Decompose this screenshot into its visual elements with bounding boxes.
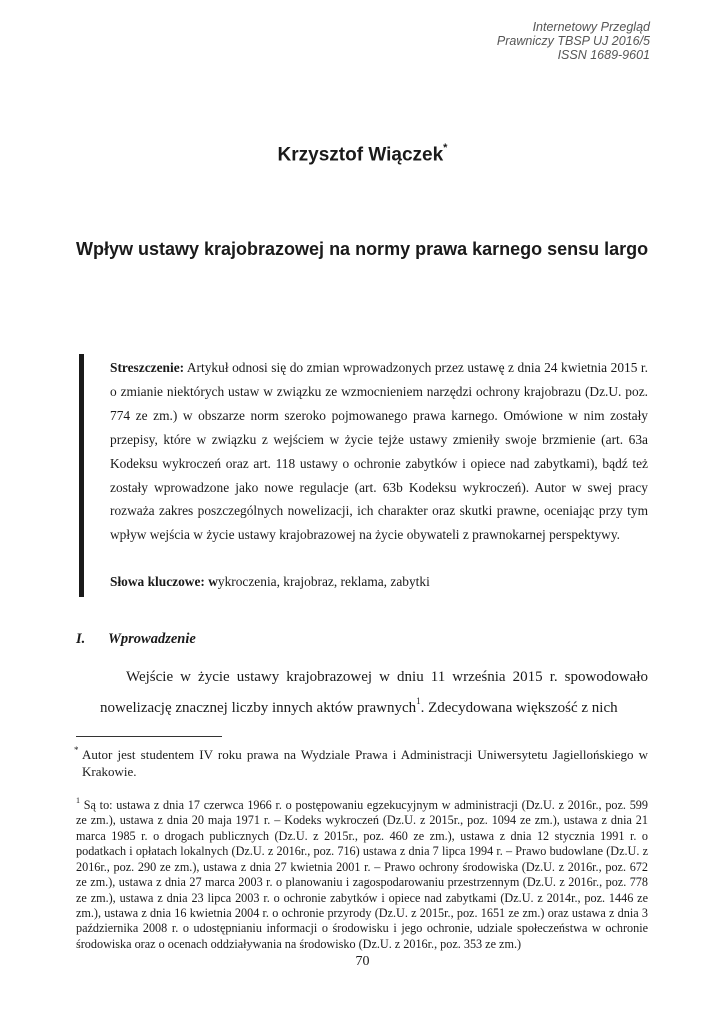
section-number: I.	[76, 631, 86, 647]
footnote-1-text: Są to: ustawa z dnia 17 czerwca 1966 r. o postępowaniu egzekucyjnym w administracji (Dz.U. z 2016r., poz. 599 ze zm.), ustawa z dnia 20 maja 1971 r. – Kodeks wykroczeń (Dz.U. z 2015r., poz. 1094 ze zm.), ustawa z dnia 21 marca 1985 r. o drogach publicznych (Dz.U. z 2015r., poz. 460 ze zm.), ustawa z dnia 12 stycznia 1991 r. o podatkach i opłatach lokalnych (Dz.U. z 2016r., poz. 716) ustawa z dnia 7 lipca 1994 r. – Prawo budowlane (Dz.U. z 2016r., poz. 290 ze zm.), ustawa z dnia 27 kwietnia 2001 r. – Prawo ochrony środowiska (Dz.U. z 2016r., poz. 672 ze zm.), ustawa z dnia 27 marca 2003 r. o planowaniu i zagospodarowaniu przestrzennym (Dz.U. z 2016r., poz. 778 ze zm.), ustawa z dnia 23 lipca 2003 r. o ochronie zabytków i opiece nad zabytkami (Dz.U. z 2014r., poz. 1446 ze zm.), ustawa z dnia 16 kwietnia 2004 r. o ochronie przyrody (Dz.U. z 2015r., poz. 1651 ze zm.) oraz ustawa z dnia 3 października 2008 r. o udostępnianiu informacji o środowisku i jego ochronie, udziale społeczeństwa w ochronie środowiska oraz o ocenach oddziaływania na środowisko (Dz.U. z 2016r., poz. 353 ze zm.)	[76, 798, 648, 951]
keywords-label: Słowa kluczowe: w	[110, 574, 218, 589]
section-title: Wprowadzenie	[108, 631, 196, 647]
keywords-text: ykroczenia, krajobraz, reklama, zabytki	[217, 574, 430, 589]
footnote-author-text: Autor jest studentem IV roku prawa na Wydziale Prawa i Administracji Uniwersytetu Jagiellońskiego w Krakowie.	[82, 747, 648, 779]
footnote-separator	[76, 736, 222, 737]
author-name-text: Krzysztof Wiączek	[277, 144, 444, 166]
author-footnote-mark: *	[443, 142, 448, 154]
body-text	[100, 664, 648, 721]
abstract-text: Artykuł odnosi się do zmian wprowadzonych przez ustawę z dnia 24 kwietnia 2015 r. o zmianie niektórych ustaw w związku ze wzmocnieniem narzędzi ochrony krajobrazu (Dz.U. poz. 774 ze zm.) w obszarze norm szeroko pojmowanego prawa karnego. Omówione w nim zostały przepisy, które w związku z wejściem w życie tejże ustawy zmieniły swoje brzmienie (art. 63a Kodeksu wykroczeń oraz art. 118 ustawy o ochronie zabytków i opiece nad zabytkami), bądź też zostały wprowadzone jako nowe regulacje (art. 63b Kodeksu wykroczeń). Autor w swej pracy rozważa zakres poszczególnych nowelizacji, ich charakter oraz skutki prawne, oceniając przy tym wpływ wejścia w życie ustawy krajobrazowej na życie obywateli z prawnokarnej perspektywy.	[110, 360, 648, 543]
body-paragraph	[100, 664, 648, 721]
section-heading	[76, 631, 196, 648]
abstract-label: Streszczenie:	[110, 360, 185, 375]
footnote-ref-1[interactable]: 1	[416, 696, 421, 706]
footnote-author-mark: *	[74, 745, 79, 755]
journal-issn: ISSN 1689-9601	[557, 48, 650, 62]
abstract-bar	[79, 354, 84, 597]
journal-name-line2: Prawniczy TBSP UJ 2016/5	[496, 34, 650, 48]
author-name	[0, 144, 725, 166]
body-text-part2: . Zdecydowana większość z nich	[420, 700, 618, 716]
footnote-1-mark: 1	[76, 796, 80, 805]
journal-info	[497, 20, 650, 62]
abstract	[110, 356, 648, 547]
journal-name-line1: Internetowy Przegląd	[532, 20, 650, 34]
abstract-paragraph	[110, 356, 648, 547]
keywords	[110, 572, 648, 592]
footnote-1	[76, 794, 648, 952]
body-text-part1: Wejście w życie ustawy krajobrazowej w dniu 11 września 2015 r. spowodowało nowelizację znacznej liczby innych aktów prawnych	[100, 669, 648, 716]
article-title: Wpływ ustawy krajobrazowej na normy prawa karnego sensu largo	[76, 239, 649, 259]
footnote-author	[74, 745, 648, 780]
page-number: 70	[355, 954, 370, 969]
